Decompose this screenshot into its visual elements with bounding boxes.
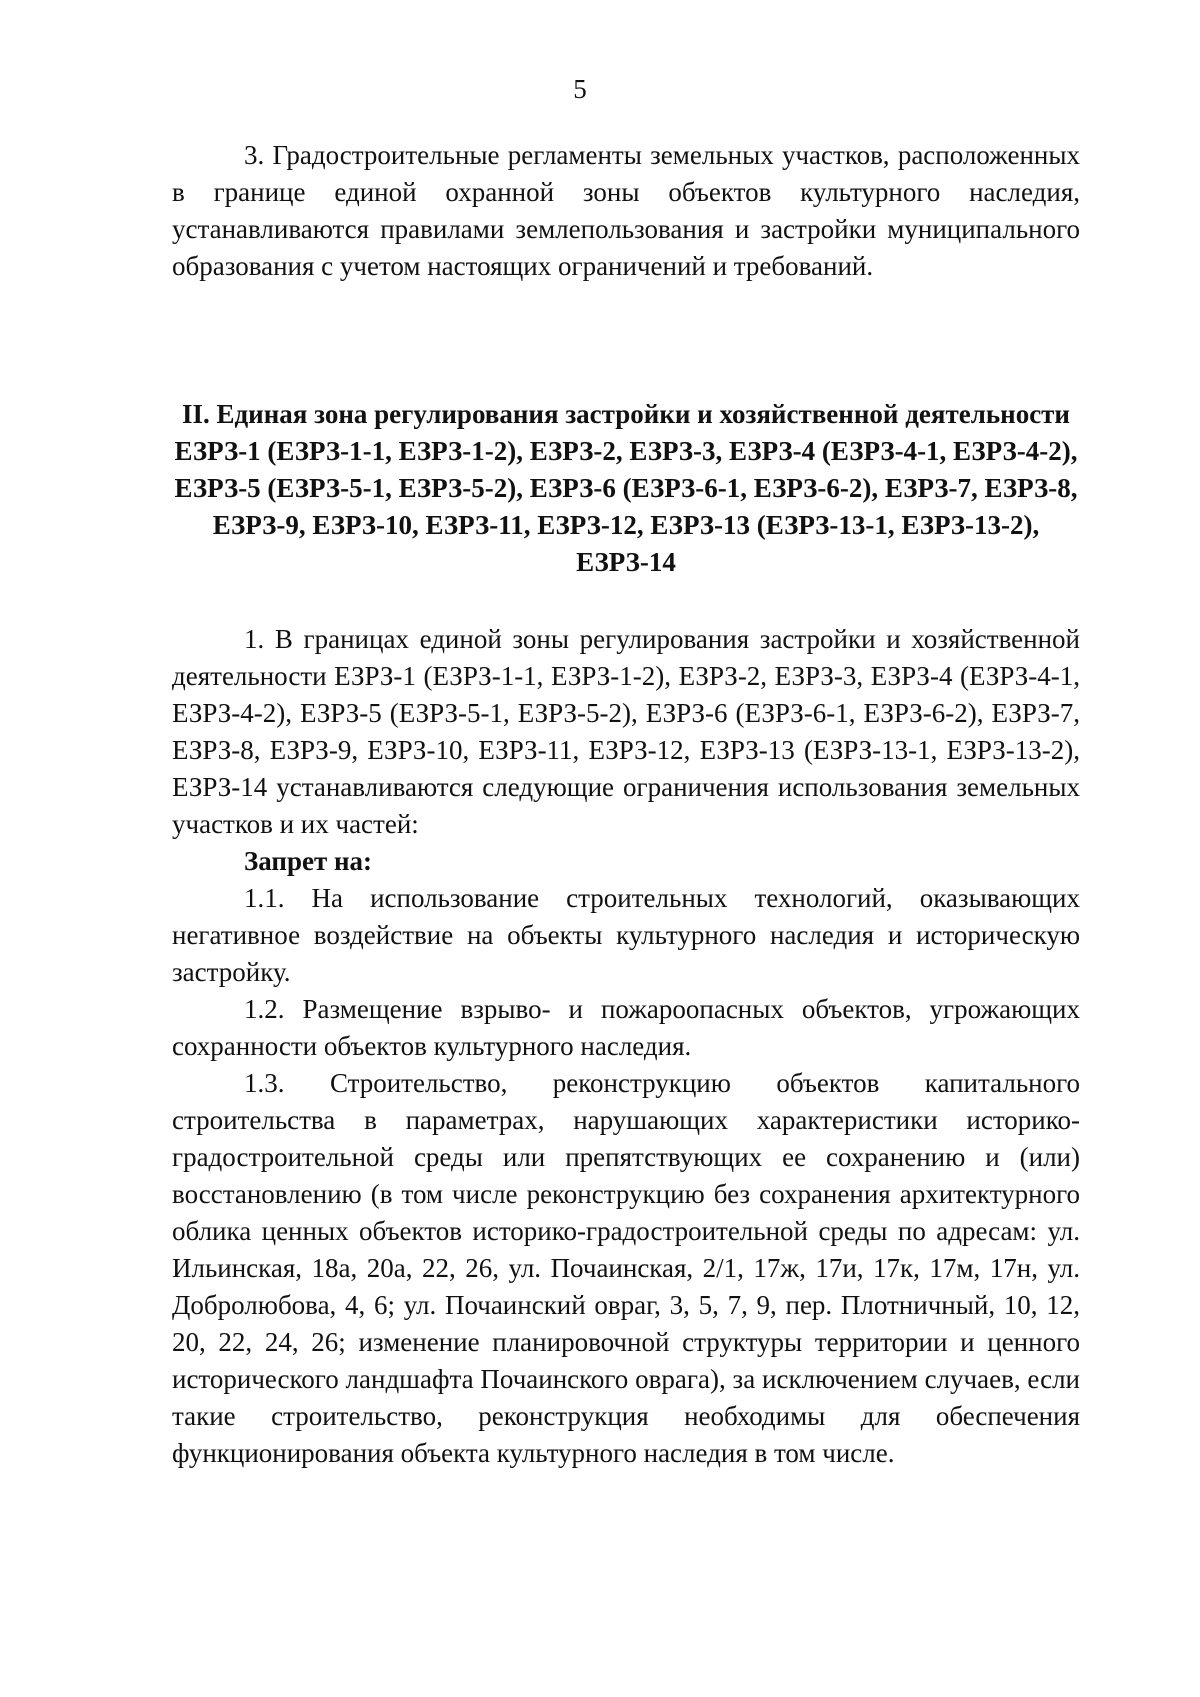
section-ii-heading: II. Единая зона регулирования застройки и хозяйственной деятельности ЕЗРЗ-1 (ЕЗРЗ-1-1, ЕЗРЗ-1-2), ЕЗРЗ-2, ЕЗРЗ-3, ЕЗРЗ-4 (ЕЗРЗ-4-1, ЕЗРЗ-4-2), ЕЗРЗ-5 (ЕЗРЗ-5-1, ЕЗРЗ-5-2), ЕЗРЗ-6 (ЕЗРЗ-6-1, ЕЗРЗ-6-2), ЕЗРЗ-7, ЕЗРЗ-8, ЕЗРЗ-9, ЕЗРЗ-10, ЕЗРЗ-11, ЕЗРЗ-12, ЕЗРЗ-13 (ЕЗРЗ-13-1, ЕЗРЗ-13-2), ЕЗРЗ-14	[174, 399, 1078, 577]
prohibition-item-1-3: 1.3. Строительство, реконструкцию объектов капитального строительства в параметрах, нарушающих характеристики историко-градостроительной среды или препятствующих ее сохранению и (или) восстановлению (в том числе реконструкцию без сохранения архитектурного облика ценных объектов историко-градостроительной среды по адресам: ул. Ильинская, 18а, 20а, 22, 26, ул. Почаинская, 2/1, 17ж, 17и, 17к, 17м, 17н, ул. Добролюбова, 4, 6; ул. Почаинский овраг, 3, 5, 7, 9, пер. Плотничный, 10, 12, 20, 22, 24, 26; изменение планировочной структуры территории и ценного исторического ландшафта Почаинского оврага), за исключением случаев, если такие строительство, реконструкция необходимы для обеспечения функционирования объекта культурного наследия в том числе.	[172, 1068, 1080, 1468]
paragraph-3: 3. Градостроительные регламенты земельных участков, расположенных в границе единой охранной зоны объектов культурного наследия, устанавливаются правилами землепользования и застройки муниципального образования с учетом настоящих ограничений и требований.	[172, 140, 1080, 281]
page-number: 5	[573, 74, 587, 104]
prohibition-item-1-1: 1.1. На использование строительных технологий, оказывающих негативное воздействие на объекты культурного наследия и историческую застройку.	[172, 883, 1080, 987]
section-ii-paragraph-1: 1. В границах единой зоны регулирования застройки и хозяйственной деятельности ЕЗРЗ-1 (ЕЗРЗ-1-1, ЕЗРЗ-1-2), ЕЗРЗ-2, ЕЗРЗ-3, ЕЗРЗ-4 (ЕЗРЗ-4-1, ЕЗРЗ-4-2), ЕЗРЗ-5 (ЕЗРЗ-5-1, ЕЗРЗ-5-2), ЕЗРЗ-6 (ЕЗРЗ-6-1, ЕЗРЗ-6-2), ЕЗРЗ-7, ЕЗРЗ-8, ЕЗРЗ-9, ЕЗРЗ-10, ЕЗРЗ-11, ЕЗРЗ-12, ЕЗРЗ-13 (ЕЗРЗ-13-1, ЕЗРЗ-13-2), ЕЗРЗ-14 устанавливаются следующие ограничения использования земельных участков и их частей:	[172, 624, 1080, 839]
intro-section	[172, 137, 1080, 285]
section-ii-body	[172, 621, 1080, 1472]
prohibition-label: Запрет на:	[244, 846, 373, 876]
prohibition-item-1-2: 1.2. Размещение взрыво- и пожароопасных объектов, угрожающих сохранности объектов культурного наследия.	[172, 994, 1080, 1061]
